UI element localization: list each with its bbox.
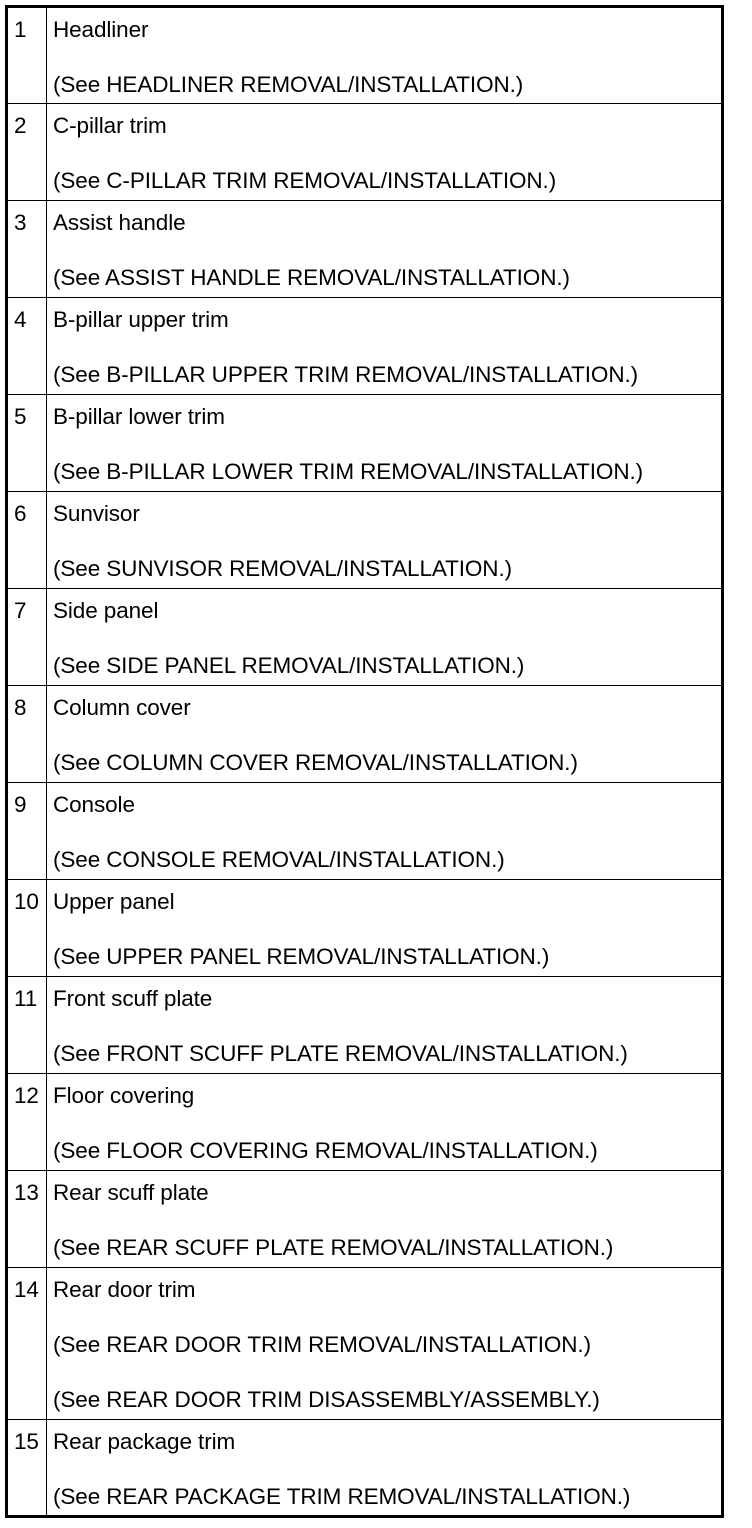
procedure-reference-link[interactable]: (See SUNVISOR REMOVAL/INSTALLATION.) [53,556,513,581]
item-name: B-pillar lower trim [53,404,225,429]
item-description-cell [47,1074,723,1171]
table-row [7,492,723,589]
table-row [7,783,723,880]
item-number: 7 [7,589,47,686]
table-row [7,201,723,298]
item-description-cell [47,1268,723,1420]
item-name: Column cover [53,695,191,720]
procedure-reference-link[interactable]: (See FRONT SCUFF PLATE REMOVAL/INSTALLATION.) [53,1041,628,1066]
item-number: 2 [7,104,47,201]
procedure-table [5,5,724,1518]
item-description-cell [47,492,723,589]
item-number: 8 [7,686,47,783]
item-description-cell [47,1420,723,1517]
item-name: B-pillar upper trim [53,307,229,332]
item-description-cell [47,880,723,977]
procedure-reference-link[interactable]: (See FLOOR COVERING REMOVAL/INSTALLATION.) [53,1138,598,1163]
item-name: Rear package trim [53,1429,236,1454]
procedure-table-body [7,7,723,1517]
item-description-cell [47,1171,723,1268]
item-name: Upper panel [53,889,175,914]
table-row [7,1074,723,1171]
item-name: Assist handle [53,210,186,235]
item-name: Sunvisor [53,501,140,526]
procedure-reference-link[interactable]: (See B-PILLAR LOWER TRIM REMOVAL/INSTALLATION.) [53,459,644,484]
item-number: 1 [7,7,47,104]
item-number: 14 [7,1268,47,1420]
item-description-cell [47,395,723,492]
item-name: C-pillar trim [53,113,167,138]
procedure-reference-link[interactable]: (See REAR DOOR TRIM REMOVAL/INSTALLATION.) [53,1332,591,1357]
item-number: 13 [7,1171,47,1268]
item-name: Headliner [53,17,149,42]
item-description-cell [47,298,723,395]
procedure-reference-link[interactable]: (See COLUMN COVER REMOVAL/INSTALLATION.) [53,750,578,775]
procedure-reference-link[interactable]: (See SIDE PANEL REMOVAL/INSTALLATION.) [53,653,525,678]
table-row [7,395,723,492]
table-row [7,880,723,977]
table-row [7,977,723,1074]
table-row [7,1420,723,1517]
procedure-reference-link[interactable]: (See REAR PACKAGE TRIM REMOVAL/INSTALLATION.) [53,1484,631,1509]
procedure-reference-link[interactable]: (See ASSIST HANDLE REMOVAL/INSTALLATION.) [53,265,570,290]
item-number: 3 [7,201,47,298]
item-description-cell [47,104,723,201]
item-description-cell [47,201,723,298]
item-name: Front scuff plate [53,986,213,1011]
item-description-cell [47,977,723,1074]
procedure-reference-link[interactable]: (See REAR DOOR TRIM DISASSEMBLY/ASSEMBLY.) [53,1387,600,1412]
item-description-cell [47,783,723,880]
item-name: Rear door trim [53,1277,196,1302]
table-row [7,1171,723,1268]
procedure-reference-link[interactable]: (See REAR SCUFF PLATE REMOVAL/INSTALLATION.) [53,1235,614,1260]
item-number: 4 [7,298,47,395]
item-number: 11 [7,977,47,1074]
item-number: 10 [7,880,47,977]
item-name: Console [53,792,135,817]
procedure-reference-link[interactable]: (See UPPER PANEL REMOVAL/INSTALLATION.) [53,944,550,969]
procedure-reference-link[interactable]: (See HEADLINER REMOVAL/INSTALLATION.) [53,72,524,97]
table-row [7,298,723,395]
table-row [7,104,723,201]
table-row [7,7,723,104]
item-description-cell [47,7,723,104]
procedure-reference-link[interactable]: (See C-PILLAR TRIM REMOVAL/INSTALLATION.) [53,168,557,193]
item-number: 5 [7,395,47,492]
item-number: 12 [7,1074,47,1171]
item-name: Side panel [53,598,159,623]
item-description-cell [47,589,723,686]
item-name: Rear scuff plate [53,1180,209,1205]
procedure-reference-link[interactable]: (See CONSOLE REMOVAL/INSTALLATION.) [53,847,505,872]
table-row [7,589,723,686]
procedure-reference-link[interactable]: (See B-PILLAR UPPER TRIM REMOVAL/INSTALLATION.) [53,362,639,387]
item-number: 15 [7,1420,47,1517]
table-row [7,1268,723,1420]
item-number: 6 [7,492,47,589]
table-row [7,686,723,783]
item-number: 9 [7,783,47,880]
item-name: Floor covering [53,1083,195,1108]
item-description-cell [47,686,723,783]
